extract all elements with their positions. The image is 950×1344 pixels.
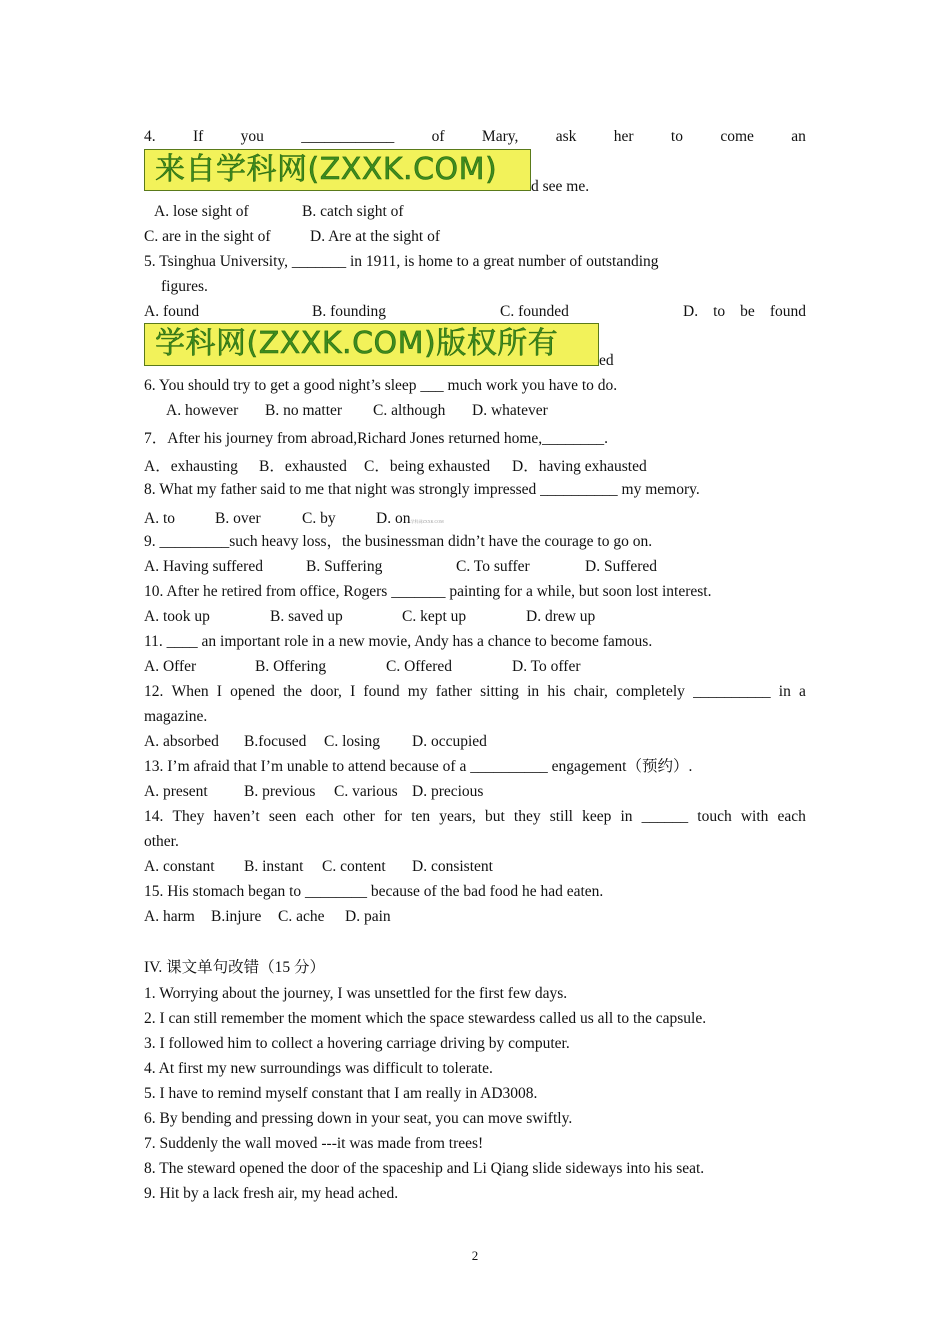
q14-word: they: [513, 808, 541, 825]
q12-word: chair,: [573, 683, 608, 700]
q11-option-d: D. To offer: [512, 658, 581, 675]
correction-item: 8. The steward opened the door of the spaceship and Li Qiang slide sideways into his seat.: [144, 1160, 705, 1177]
section-heading: IV. 课文单句改错（15 分）: [144, 959, 325, 976]
q14-option-a: A. constant: [144, 858, 215, 875]
q5-option-d-word: found: [769, 303, 806, 320]
q8-option-c: C. by: [302, 510, 336, 527]
q9-option-d: D. Suffered: [585, 558, 658, 575]
correction-item: 2. I can still remember the moment which the space stewardess called us all to the capsule.: [144, 1010, 707, 1027]
q8-option-d: [376, 509, 444, 532]
q14-word: touch: [697, 808, 732, 825]
q5-option-c: C. founded: [500, 303, 569, 320]
q15-stem: 15. His stomach began to ________ because of the bad food he had eaten.: [144, 883, 604, 900]
q10-option-c: C. kept up: [402, 608, 467, 625]
q9-option-c: C. To suffer: [456, 558, 530, 575]
q12-word: his: [547, 683, 566, 700]
q14-line1: [144, 807, 806, 827]
q14-option-c: C. content: [322, 858, 386, 875]
q4-option-d: D. Are at the sight of: [310, 228, 441, 245]
correction-item: 5. I have to remind myself constant that I am really in AD3008.: [144, 1085, 538, 1102]
q4-word: ____________: [301, 128, 395, 145]
q4-line2-tail: d see me.: [531, 178, 590, 195]
q4-word: her: [613, 128, 634, 145]
q13-option-d: D. precious: [412, 783, 484, 800]
q14-word: in: [620, 808, 633, 825]
q10-option-d: D. drew up: [526, 608, 596, 625]
q4-line1: [144, 127, 806, 147]
q13-option-c: C. various: [334, 783, 398, 800]
q14-word: 14.: [144, 808, 164, 825]
q5-option-d: [683, 302, 806, 322]
q7-option-a: A．exhausting: [144, 458, 238, 475]
q6-stem: 6. You should try to get a good night’s sleep ___ much work you have to do.: [144, 377, 618, 394]
q4-word: to: [670, 128, 683, 145]
q6-option-b: B. no matter: [265, 402, 343, 419]
q12-word: sitting: [480, 683, 519, 700]
q14-word: They: [172, 808, 205, 825]
q14-option-d: D. consistent: [412, 858, 493, 875]
q4-word: you: [240, 128, 264, 145]
q7-option-d: D．having exhausted: [512, 458, 647, 475]
watermark-banner: 学科网(ZXXK.COM)版权所有: [144, 323, 599, 366]
q7-option-c: C．being exhausted: [364, 458, 491, 475]
q14-word: years,: [439, 808, 476, 825]
q9-option-b: B. Suffering: [306, 558, 383, 575]
q7-stem: 7．After his journey from abroad,Richard Jones returned home,________.: [144, 430, 609, 447]
q12-word: my: [407, 683, 428, 700]
q12-line1: [144, 682, 806, 702]
tiny-watermark: 学科网ZXXK.COM: [410, 519, 444, 524]
q5-stem: 5. Tsinghua University, _______ in 1911, is home to a great number of outstanding: [144, 253, 659, 270]
q6-option-a: A. however: [166, 402, 239, 419]
q12-word: father: [435, 683, 472, 700]
q11-option-b: B. Offering: [255, 658, 327, 675]
q12-word: I: [350, 683, 356, 700]
q14-word: still: [549, 808, 573, 825]
q10-option-b: B. saved up: [270, 608, 343, 625]
q11-option-a: A. Offer: [144, 658, 197, 675]
q11-option-c: C. Offered: [386, 658, 452, 675]
q9-stem: 9. _________such heavy loss，the businessman didn’t have the courage to go on.: [144, 533, 653, 550]
q4-option-a: A. lose sight of: [154, 203, 249, 220]
q12-word: 12.: [144, 683, 164, 700]
q10-option-a: A. took up: [144, 608, 210, 625]
correction-item: 7. Suddenly the wall moved ---it was made from trees!: [144, 1135, 484, 1152]
q4-word: 4.: [144, 128, 156, 145]
q6-option-d: D. whatever: [472, 402, 548, 419]
q15-option-b: B.injure: [211, 908, 262, 925]
q5-option-d-word: D.: [683, 303, 699, 320]
q12-word: found: [363, 683, 400, 700]
page-number: 2: [471, 1248, 479, 1263]
q12-word: __________: [693, 683, 771, 700]
q5-option-a: A. found: [144, 303, 200, 320]
q14-word: other: [343, 808, 375, 825]
q4-word: of: [431, 128, 445, 145]
q14-word: haven’t: [213, 808, 260, 825]
correction-item: 6. By bending and pressing down in your seat, you can move swiftly.: [144, 1110, 573, 1127]
q15-option-a: A. harm: [144, 908, 195, 925]
q12-word: opened: [230, 683, 275, 700]
q13-stem: 13. I’m afraid that I’m unable to attend because of a __________ engagement（预约）.: [144, 758, 693, 775]
q12-line2: magazine.: [144, 708, 208, 725]
q4-option-c: C. are in the sight of: [144, 228, 271, 245]
q14-word: ______: [641, 808, 689, 825]
correction-item: 3. I followed him to collect a hovering carriage driving by computer.: [144, 1035, 570, 1052]
q14-word: for: [383, 808, 403, 825]
q11-stem: 11. ____ an important role in a new movie, Andy has a chance to become famous.: [144, 633, 653, 650]
q14-word: each: [777, 808, 806, 825]
q14-word: seen: [268, 808, 297, 825]
q5-option-b: B. founding: [312, 303, 387, 320]
q14-word: with: [740, 808, 769, 825]
q12-word: a: [799, 683, 806, 700]
q14-word: each: [305, 808, 334, 825]
q14-line2: other.: [144, 833, 179, 850]
q4-word: an: [791, 128, 806, 145]
q8-stem: 8. What my father said to me that night was strongly impressed __________ my memory.: [144, 481, 700, 498]
q6-option-c: C. although: [373, 402, 446, 419]
q12-word: completely: [616, 683, 685, 700]
q5-option-d-word: be: [740, 303, 755, 320]
watermark-banner: 来自学科网(ZXXK.COM): [144, 149, 531, 191]
q13-option-a: A. present: [144, 783, 208, 800]
q12-option-d: D. occupied: [412, 733, 487, 750]
correction-item: 1. Worrying about the journey, I was unsettled for the first few days.: [144, 985, 568, 1002]
q12-word: in: [527, 683, 540, 700]
q15-option-d: D. pain: [345, 908, 391, 925]
q14-option-b: B. instant: [244, 858, 304, 875]
q12-word: When: [171, 683, 209, 700]
q15-option-c: C. ache: [278, 908, 325, 925]
q14-word: keep: [582, 808, 612, 825]
q5-line-tail: ed: [599, 352, 614, 369]
q4-option-b: B. catch sight of: [302, 203, 404, 220]
correction-item: 9. Hit by a lack fresh air, my head ached.: [144, 1185, 399, 1202]
q12-option-b: B.focused: [244, 733, 307, 750]
q7-option-b: B．exhausted: [259, 458, 347, 475]
q9-option-a: A. Having suffered: [144, 558, 263, 575]
q14-word: ten: [411, 808, 431, 825]
q4-word: If: [192, 128, 204, 145]
q12-word: door,: [310, 683, 342, 700]
q5-stem-cont: figures.: [161, 278, 208, 295]
q12-word: I: [216, 683, 222, 700]
q8-option-b: B. over: [215, 510, 261, 527]
q12-option-c: C. losing: [324, 733, 380, 750]
q4-word: Mary,: [481, 128, 519, 145]
q8-option-a: A. to: [144, 510, 175, 527]
q12-word: the: [283, 683, 303, 700]
q10-stem: 10. After he retired from office, Rogers _______ painting for a while, but soon lost interest.: [144, 583, 712, 600]
q12-option-a: A. absorbed: [144, 733, 219, 750]
q8-option-d-label: D. on: [376, 510, 411, 527]
q14-word: but: [484, 808, 505, 825]
q4-word: come: [720, 128, 754, 145]
q12-word: in: [778, 683, 791, 700]
correction-item: 4. At first my new surroundings was difficult to tolerate.: [144, 1060, 493, 1077]
q4-word: ask: [555, 128, 577, 145]
q13-option-b: B. previous: [244, 783, 316, 800]
q5-option-d-word: to: [713, 303, 726, 320]
